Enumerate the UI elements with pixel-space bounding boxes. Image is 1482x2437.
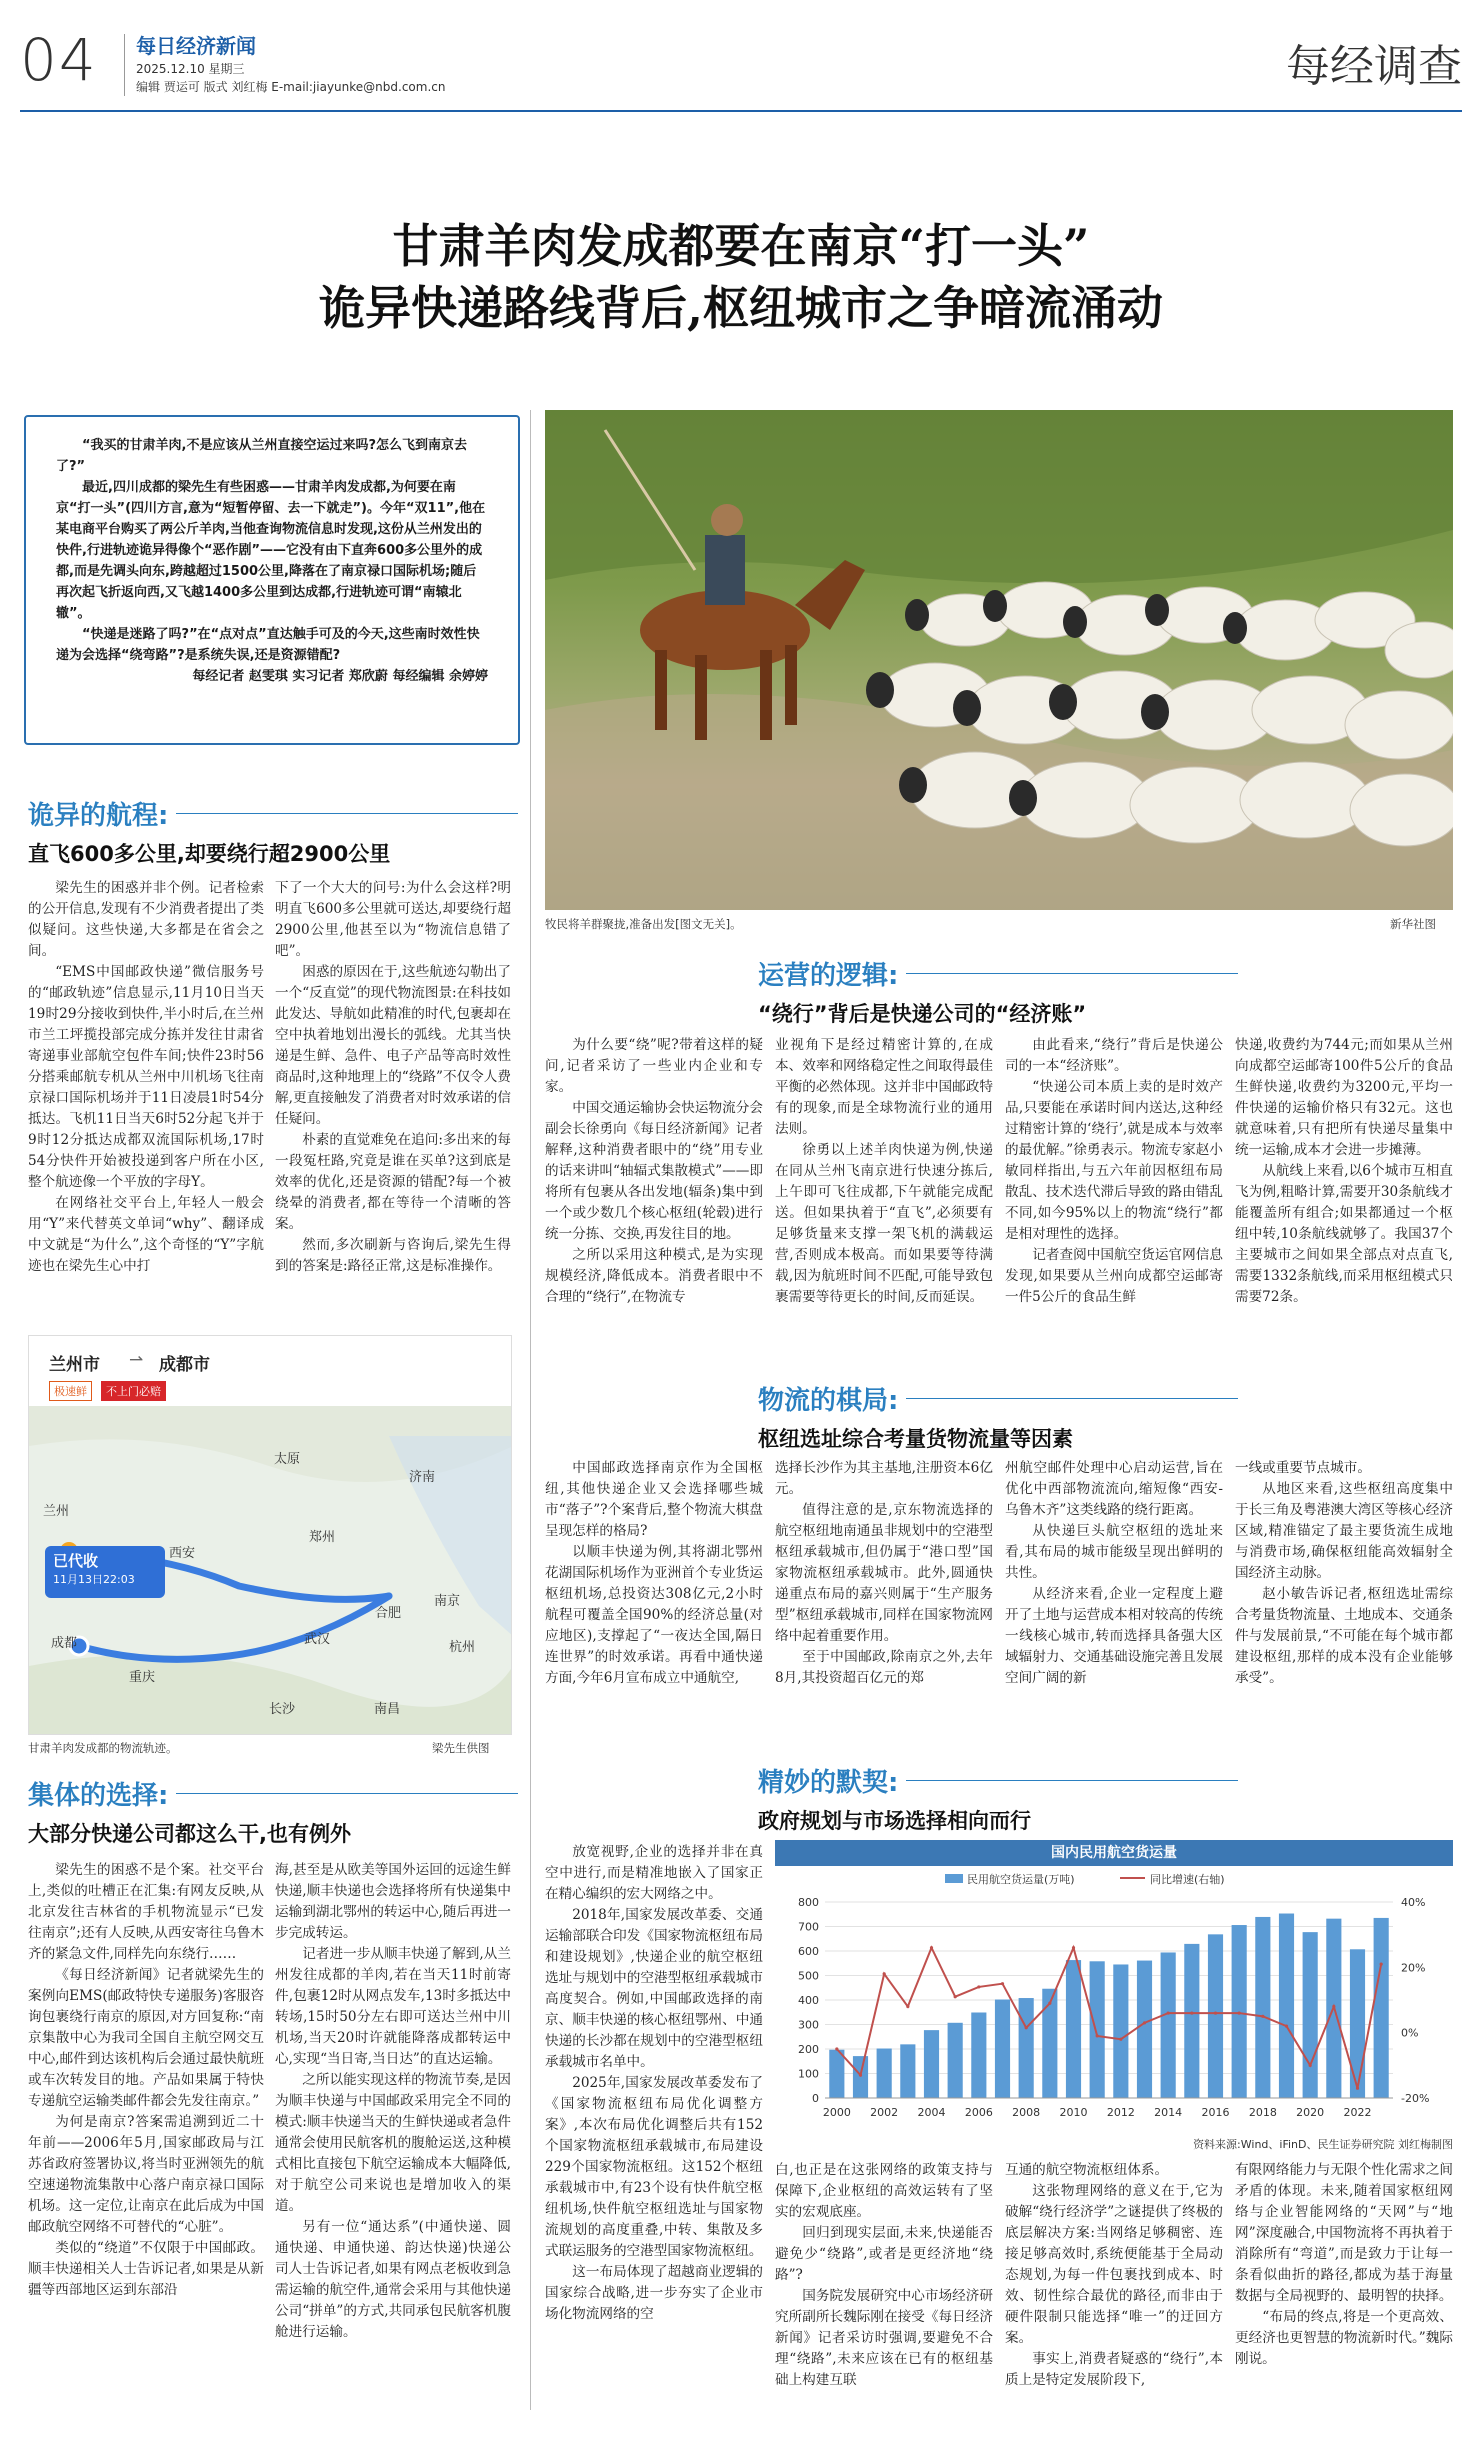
section-3-col-1 (545, 1458, 763, 1689)
bar (1161, 1952, 1176, 2098)
paragraph: 至于中国邮政,除南京之外,去年8月,其投资超百亿元的郑 (775, 1649, 993, 1686)
bar (1113, 1964, 1128, 2098)
paragraph: 之所以采用这种模式,是为实现规模经济,降低成本。消费者眼中不合理的“绕行”,在物流专 (545, 1247, 763, 1305)
bar (829, 2050, 844, 2098)
paragraph: 海,甚至是从欧美等国外运回的远途生鲜快递,顺丰快递也会选择将所有快递集中运输到湖北鄂州的转运中心,随后再进一步完成转运。 (275, 1862, 511, 1941)
section-2-col-1 (545, 1035, 763, 1308)
paragraph: 之所以能实现这样的物流节奏,是因为顺丰快递与中国邮政采用完全不同的模式:顺丰快递当天的生鲜快递或者急件通常会使用民航客机的腹舱运送,这种模式相比直接包下航空运输成本大幅降低,对于航空公司来说也是增加收入的渠道。 (275, 2072, 511, 2214)
growth-point (1048, 2002, 1051, 2005)
headline (20, 215, 1462, 339)
y2-tick-label: -20% (1401, 2092, 1430, 2105)
bar (1137, 1961, 1152, 2098)
city-wuhan: 武汉 (304, 1632, 331, 1647)
city-chengdu: 成都 (51, 1636, 78, 1651)
bar (1184, 1944, 1199, 2098)
editor-info: 编辑 贾运可 版式 刘红梅 E-mail:jiayunke@nbd.com.cn (136, 80, 446, 94)
city-hangzhou: 杭州 (449, 1640, 476, 1655)
paragraph: 2025年,国家发展改革委发布了《国家物流枢纽布局优化调整方案》,本次布局优化调整后共有152个国家物流枢纽承载城市,布局建设229个国家物流枢纽。这152个枢纽承载城市中,有23个设有快件航空枢纽机场,快件航空枢纽选址与国家物流规划的高度重叠,中转、集散及多式联运服务的空港型国家物流枢纽。 (545, 2075, 763, 2259)
section-4-header (28, 1775, 518, 1848)
section-4-title: 集体的选择: (28, 1781, 169, 1811)
growth-point (1261, 2015, 1264, 2018)
masthead-rule (20, 110, 1462, 112)
y2-tick-label: 20% (1401, 1961, 1426, 1975)
status-time: 11月13日22:03 (53, 1573, 135, 1586)
logistics-map (28, 1335, 512, 1735)
x-tick-label: 2018 (1248, 2106, 1277, 2119)
x-tick-label: 2008 (1012, 2106, 1041, 2119)
paragraph: 从快递巨头航空枢纽的选址来看,其布局的城市能级呈现出鲜明的共性。 (1005, 1523, 1223, 1581)
section-5-header (758, 1762, 1238, 1835)
paragraph: “EMS中国邮政快递”微信服务号的“邮政轨迹”信息显示,11月10日当天19时29分接收到快件,半小时后,在兰州市兰工坪揽投部完成分拣并发往甘肃省寄递事业部航空包件车间;快件23时56分搭乘邮航专机从兰州中川机场飞往南京禄口国际机场并于11日凌晨1时54分抵达。飞机11日当天6时52分起飞并于9时12分抵达成都双流国际机场,17时54分快件开始被投递到客户所在小区,整个航迹像一个平放的字母Y。 (28, 964, 264, 1190)
section-5-title: 精妙的默契: (758, 1768, 899, 1798)
section-2-col-2 (775, 1035, 993, 1308)
paragraph: 州航空邮件处理中心启动运营,旨在优化中西部物流流向,缩短像“西安-乌鲁木齐”这类线路的绕行距离。 (1005, 1460, 1223, 1518)
paragraph: 徐勇以上述羊肉快递为例,快递在同从兰州飞南京进行快速分拣后,上午即可飞往成都,下午就能完成配送。但如果执着于“直飞”,必须要有足够货量来支撑一架飞机的满载运营,否则成本极高。而如果要等待满载,因为航班时间不匹配,可能导致包裹需要等待更长的时间,反而延误。 (775, 1142, 993, 1305)
growth-point (859, 2074, 862, 2077)
paragraph: 从经济来看,企业一定程度上避开了土地与运营成本相对较高的传统一线核心城市,转而选择具备强大区域辐射力、交通基础设施完善且发展空间广阔的新 (1005, 1586, 1223, 1686)
x-tick-label: 2016 (1201, 2106, 1230, 2119)
map-caption: 甘肃羊肉发成都的物流轨迹。 (28, 1741, 178, 1755)
photo-credit: 新华社图 (1390, 917, 1436, 931)
paragraph: 互通的航空物流枢纽体系。 (1005, 2162, 1169, 2178)
growth-point (1072, 1946, 1075, 1949)
section-4-subtitle: 大部分快递公司都这么干,也有例外 (28, 1822, 351, 1846)
bar (971, 2012, 986, 2098)
bar (877, 2049, 892, 2098)
paragraph: 回归到现实层面,未来,快递能否避免少“绕路”,或者是更经济地“绕路”? (775, 2225, 993, 2283)
paragraph: 中国交通运输协会快运物流分会副会长徐勇向《每日经济新闻》记者解释,这种消费者眼中的“绕”用专业的话来讲叫“轴辐式集散模式”——即将所有包裹从各出发地(辐条)集中到一个或少数几个核心枢纽(轮毂)进行统一分拣、交换,再发往目的地。 (545, 1100, 763, 1242)
section-2-subtitle: “绕行”背后是快递公司的“经济账” (758, 1002, 1087, 1026)
paragraph: 有限网络能力与无限个性化需求之间矛盾的体现。未来,随着国家枢纽网络与企业智能网络的“天网”与“地网”深度融合,中国物流将不再执着于消除所有“弯道”,而是致力于让每一条看似曲折的路径,都成为基于海量数据与全局视野的、最明智的抉择。 (1235, 2162, 1453, 2304)
legend-label: 民用航空货运量(万吨) (967, 1873, 1075, 1886)
y2-tick-label: 40% (1401, 1896, 1426, 1909)
y-tick-label: 300 (798, 2018, 819, 2032)
paragraph: 然而,多次刷新与咨询后,梁先生得到的答案是:路径正常,这是标准操作。 (275, 1237, 511, 1274)
bar (995, 2000, 1010, 2098)
paragraph: 由此看来,“绕行”背后是快递公司的一本“经济账”。 (1005, 1037, 1223, 1074)
section-1-header (28, 795, 518, 868)
growth-point (1285, 2025, 1288, 2028)
status-label: 已代收 (53, 1552, 99, 1570)
growth-point (977, 1985, 980, 1988)
growth-point (1167, 2011, 1170, 2014)
masthead-divider (124, 34, 125, 96)
growth-point (1356, 2087, 1359, 2090)
y-tick-label: 400 (798, 1994, 819, 2007)
section-4-col-2 (275, 1860, 511, 2343)
paragraph: 中国邮政选择南京作为全国枢纽,其他快递企业又会选择哪些城市“落子”?个案背后,整个物流大棋盘呈现怎样的格局? (545, 1460, 763, 1539)
x-tick-label: 2012 (1106, 2106, 1135, 2119)
paragraph: 从地区来看,这些枢纽高度集中于长三角及粤港澳大湾区等核心经济区域,精准锚定了最主要货流生成地与消费市场,确保枢纽能高效辐射全国经济主动脉。 (1235, 1481, 1453, 1581)
herder-sheep-illustration (545, 410, 1453, 910)
paragraph: 以顺丰快递为例,其将湖北鄂州花湖国际机场作为亚洲首个专业货运枢纽机场,总投资达308亿元,2小时航程可覆盖全国90%的经济总量(对应地区),支撑起了“一夜达全国,隔日连世界”的时效承诺。再看中通快递方面,今年6月宣布成立中通航空, (545, 1544, 763, 1686)
legend-bar-swatch (945, 1874, 963, 1883)
paragraph: 梁先生的困惑并非个例。记者检索的公开信息,发现有不少消费者提出了类似疑问。这些快递,大多都是在省会之间。 (28, 880, 264, 959)
city-chongqing: 重庆 (129, 1670, 156, 1685)
lede-question: “快递是迷路了吗?”在“点对点”直达触手可及的今天,这些南时效性快递为会选择“绕弯路”?是系统失误,还是资源错配? (56, 627, 480, 663)
city-zhengzhou: 郑州 (309, 1530, 336, 1545)
section-2-col-4 (1235, 1035, 1453, 1308)
bar (1303, 1932, 1318, 2098)
growth-point (883, 1972, 886, 1975)
headline-line1: 甘肃羊肉发成都要在南京“打一头” (392, 219, 1090, 273)
bar (1066, 1960, 1081, 2098)
paragraph: 为何是南京?答案需追溯到近二十年前——2006年5月,国家邮政局与江苏省政府签署协议,将当时亚洲领先的航空速递物流集散中心落户南京禄口国际机场。这一定位,让南京在此后成为中国邮政航空网络不可替代的“心脏”。 (28, 2114, 264, 2235)
cargo-chart (775, 1840, 1453, 2150)
section-2-header (758, 955, 1238, 1028)
paragraph: 另有一位“通达系”(中通快递、圆通快递、申通快递、韵达快递)快递公司人士告诉记者,如果有网点老板收到急需运输的航空件,通常会采用与其他快递公司“拼单”的方式,共同承包民航客机腹舱进行运输。 (275, 2219, 511, 2340)
paragraph: 放宽视野,企业的选择并非在真空中进行,而是精准地嵌入了国家正在精心编织的宏大网络之中。 (545, 1844, 763, 1902)
growth-point (1143, 2021, 1146, 2024)
section-2-col-3 (1005, 1035, 1223, 1308)
lede-body: 最近,四川成都的梁先生有些困惑——甘肃羊肉发成都,为何要在南京“打一头”(四川方言,意为“短暂停留、去一下就走”)。今年“双11”,他在某电商平台购买了两公斤羊肉,当他查询物流信息时发现,这份从兰州发出的快件,行进轨迹诡异得像个“恶作剧”——它没有由下直奔600多公里外的成都,而是先调头向东,跨越超过1500公里,降落在了南京禄口国际机场;随后再次起飞折返向西,又飞越1400多公里到达成都,行进轨迹可谓“南辕北辙”。 (56, 480, 486, 621)
paragraph: 困惑的原因在于,这些航迹勾勒出了一个“反直觉”的现代物流图景:在科技如此发达、导航如此精准的时代,包裹却在空中执着地划出漫长的弧线。尤其当快递是生鲜、急件、电子产品等高时效性商品时,这种地理上的“绕路”不仅令人费解,更直接触发了消费者对时效承诺的信任疑问。 (275, 964, 511, 1127)
bar (1042, 1989, 1057, 2098)
section-5-col-2 (775, 2160, 993, 2391)
growth-point (1380, 1962, 1383, 1965)
city-nanjing: 南京 (434, 1594, 461, 1609)
section-3-col-4 (1235, 1458, 1453, 1689)
section-1-col-2 (275, 878, 511, 1277)
paragraph: 类似的“绕道”不仅限于中国邮政。顺丰快递相关人士告诉记者,如果是从新疆等西部地区运到东部沿 (28, 2240, 264, 2298)
bar (924, 2030, 939, 2098)
section-4-col-1 (28, 1860, 264, 2301)
paragraph: 业视角下是经过精密计算的,在成本、效率和网络稳定性之间取得最佳平衡的必然体现。这并非中国邮政特有的现象,而是全球物流行业的通用法则。 (775, 1037, 993, 1137)
status-bubble (45, 1546, 165, 1598)
paragraph: 朴素的直觉难免在追问:多出来的每一段冤枉路,究竟是谁在买单?这到底是效率的优化,还是资源的错配?每一个被绕晕的消费者,都在等待一个清晰的答案。 (275, 1132, 511, 1232)
paragraph: 为什么要“绕”呢?带着这样的疑问,记者采访了一些业内企业和专家。 (545, 1037, 763, 1095)
paragraph: 值得注意的是,京东物流选择的航空枢纽地南通虽非规划中的空港型枢纽承载城市,但仍属于“港口型”国家物流枢纽承载城市。此外,圆通快递重点布局的嘉兴则属于“生产服务型”枢纽承载城市,同样在国家物流网络中起着重要作用。 (775, 1502, 993, 1644)
x-tick-label: 2022 (1343, 2106, 1372, 2119)
growth-point (1332, 2005, 1335, 2008)
bar (1374, 1918, 1389, 2098)
section-5-col-3 (1005, 2160, 1223, 2391)
x-tick-label: 2014 (1154, 2106, 1183, 2119)
x-tick-label: 2010 (1059, 2106, 1088, 2119)
column-name: 每经调查 (1286, 41, 1462, 92)
bar (1350, 1949, 1365, 2098)
paragraph: 这张物理网络的意义在于,它为破解“绕行经济学”之谜提供了终极的底层解决方案:当网络足够稠密、连接足够高效时,系统便能基于全局动态规划,为每一件包裹找到成本、时效、韧性综合最优的路径,而非由于硬件限制只能选择“唯一”的迂回方案。 (1005, 2183, 1223, 2346)
bar (1255, 1917, 1270, 2098)
paragraph: 在网络社交平台上,年轻人一般会用“Y”来代替英文单词“why”、翻译成中文就是“为什么”,这个奇怪的“Y”字航迹也在梁先生心中打 (28, 1195, 264, 1274)
x-tick-label: 2006 (964, 2106, 993, 2119)
lede-quote: “我买的甘肃羊肉,不是应该从兰州直接空运过来吗?怎么飞到南京去了?” (56, 438, 468, 474)
y-tick-label: 700 (798, 1920, 819, 1934)
y-tick-label: 800 (798, 1896, 819, 1909)
growth-point (930, 1946, 933, 1949)
city-lanzhou: 兰州 (43, 1504, 70, 1519)
paragraph: 国务院发展研究中心市场经济研究所副所长魏际刚在接受《每日经济新闻》记者采访时强调,要避免不合理“绕路”,未来应该在已有的枢纽基础上构建互联 (775, 2288, 993, 2388)
growth-point (1025, 2026, 1028, 2029)
photo-caption: 牧民将羊群聚拢,准备出发[图文无关]。 (545, 917, 742, 931)
x-tick-label: 2020 (1296, 2106, 1325, 2119)
city-taiyuan: 太原 (274, 1452, 301, 1467)
paragraph: 选择长沙作为其主基地,注册资本6亿元。 (775, 1460, 993, 1497)
column-divider (530, 410, 531, 2410)
y-tick-label: 0 (812, 2092, 819, 2105)
guarantee-tag: 不上门必赔 (101, 1381, 166, 1401)
paragraph: 赵小敏告诉记者,枢纽选址需综合考量货物流量、土地成本、交通条件与发展前景,“不可能在每个城市都建设枢纽,那样的成本没有企业能够承受”。 (1235, 1586, 1453, 1686)
herder-icon (705, 535, 745, 605)
city-jinan: 济南 (409, 1470, 436, 1485)
headline-line2: 诡异快递路线背后,枢纽城市之争暗流涌动 (318, 281, 1163, 335)
paragraph: 记者查阅中国航空货运官网信息发现,如果要从兰州向成都空运邮寄一件5公斤的食品生鲜 (1005, 1247, 1223, 1305)
route-from: 兰州市 (49, 1355, 100, 1375)
news-photo (545, 410, 1453, 910)
section-1-col-1 (28, 878, 264, 1277)
section-5-subtitle: 政府规划与市场选择相向而行 (758, 1809, 1031, 1833)
legend-label: 同比增速(右轴) (1150, 1873, 1225, 1886)
paragraph: 2018年,国家发展改革委、交通运输部联合印发《国家物流枢纽布局和建设规划》,快递企业的航空枢纽选址与规划中的空港型枢纽承载城市高度契合。例如,中国邮政选择的南京、顺丰快递的核心枢纽鄂州、中通快递的长沙都在规划中的空港型枢纽承载城市名单中。 (545, 1907, 763, 2070)
lede-box (24, 415, 520, 745)
bar (1019, 1998, 1034, 2098)
paragraph: 梁先生的困惑不是个案。社交平台上,类似的吐槽正在汇集:有网友反映,从北京发往吉林省的手机物流显示“已发往南京”;还有人反映,从西安寄往乌鲁木齐的紧急文件,同样先向东绕行…… (28, 1862, 264, 1962)
paragraph: 白,也正是在这张网络的政策支持与保障下,企业枢纽的高效运转有了坚实的宏观底座。 (775, 2162, 993, 2220)
section-3-col-2 (775, 1458, 993, 1689)
growth-point (835, 2047, 838, 2050)
bar (1279, 1914, 1294, 2098)
x-tick-label: 2004 (917, 2106, 946, 2119)
bar (1090, 1961, 1105, 2098)
y-tick-label: 500 (798, 1969, 819, 1983)
section-3-col-3 (1005, 1458, 1223, 1689)
city-changsha: 长沙 (269, 1702, 296, 1717)
y-tick-label: 200 (798, 2043, 819, 2056)
x-tick-label: 2000 (822, 2106, 851, 2119)
paragraph: 《每日经济新闻》记者就梁先生的案例向EMS(邮政特快专递服务)客服咨询包裹绕行南京的原因,对方回复称:“南京集散中心为我司全国自主航空网交互中心,邮件到达该机构后会通过最快航班或车次转发目的地。产品如果属于特快专递航空运输类邮件都会先发往南京。” (28, 1967, 264, 2109)
chart-plot (775, 1866, 1453, 2130)
section-5-col-1 (545, 1842, 763, 2325)
paragraph: 从航线上来看,以6个城市互相直飞为例,粗略计算,需要开30条航线才能覆盖所有组合;如果都通过一个枢纽中转,10条航线就够了。我国37个主要城市之间如果全部点对点直飞,需要1332条航线,而采用枢纽模式只需要72条。 (1235, 1163, 1453, 1305)
growth-point (1001, 1982, 1004, 1985)
paragraph: 下了一个大大的问号:为什么会这样?明明直飞600多公里就可送达,却要绕行超2900公里,他甚至以为“物流信息错了吧”。 (275, 880, 511, 959)
city-hefei: 合肥 (375, 1606, 402, 1621)
growth-point (1309, 2064, 1312, 2067)
y2-tick-label: 0% (1401, 2026, 1419, 2040)
masthead (20, 20, 1462, 120)
map-credit: 梁先生供图 (432, 1741, 490, 1755)
growth-point (906, 2005, 909, 2008)
bar (853, 2056, 868, 2098)
section-5-col-4 (1235, 2160, 1453, 2370)
growth-point (1238, 2011, 1241, 2014)
bar (1208, 1934, 1223, 2098)
paragraph: “布局的终点,将是一个更高效、更经济也更智慧的物流新时代。”魏际刚说。 (1235, 2309, 1453, 2367)
lede-byline: 每经记者 赵雯琪 实习记者 郑欣蔚 每经编辑 余婷婷 (192, 669, 488, 684)
y-tick-label: 100 (798, 2067, 819, 2081)
growth-point (1119, 2038, 1122, 2041)
issue-date: 2025.12.10 星期三 (136, 62, 245, 76)
page-number: 04 (20, 26, 98, 94)
bar (900, 2044, 915, 2098)
paragraph: 一线或重要节点城市。 (1235, 1460, 1371, 1476)
paragraph: 记者进一步从顺丰快递了解到,从兰州发往成都的羊肉,若在当天11时前寄件,包裹12时从网点发车,13时多抵达中转场,15时50分左右即可送达兰州中川机场,当天20时许就能降落成都转运中心,实现“当日寄,当日达”的直达运输。 (275, 1946, 511, 2067)
y-tick-label: 600 (798, 1945, 819, 1958)
bar (948, 2023, 963, 2098)
paragraph: 事实上,消费者疑惑的“绕行”,本质上是特定发展阶段下, (1005, 2351, 1223, 2388)
growth-line (837, 1948, 1381, 2088)
chart-source: 资料来源:Wind、iFinD、民生证券研究院 刘红梅制图 (1193, 2138, 1453, 2151)
city-nanchang: 南昌 (374, 1702, 401, 1717)
paragraph: 快递,收费约为744元;而如果从兰州向成都空运邮寄100件5公斤的食品生鲜快递,收费约为3200元,平均一件快递的运输价格只有32元。这也就意味着,只有把所有快递尽量集中统一运输,成本才会进一步摊薄。 (1235, 1037, 1453, 1158)
section-2-title: 运营的逻辑: (758, 961, 899, 991)
paragraph: “快递公司本质上卖的是时效产品,只要能在承诺时间内送达,这种经过精密计算的‘绕行’,就是成本与效率的最优解。”徐勇表示。物流专家赵小敏同样指出,与五六年前因枢纽布局散乱、技术迭代滞后导致的路由错乱不同,如今95%以上的物流“绕行”都是相对理性的选择。 (1005, 1079, 1223, 1242)
city-xian: 西安 (169, 1546, 196, 1561)
section-3-subtitle: 枢纽选址综合考量货物流量等因素 (758, 1427, 1073, 1451)
route-to: 成都市 (159, 1355, 210, 1375)
section-3-header (758, 1380, 1238, 1453)
growth-point (1190, 2011, 1193, 2014)
route-arrow-icon: ⇀ (129, 1350, 144, 1370)
section-3-title: 物流的棋局: (758, 1386, 899, 1416)
growth-point (1214, 2011, 1217, 2014)
paper-name: 每日经济新闻 (136, 34, 256, 58)
paragraph: 这一布局体现了超越商业逻辑的国家综合战略,进一步夯实了企业市场化物流网络的空 (545, 2264, 763, 2322)
section-1-subtitle: 直飞600多公里,却要绕行超2900公里 (28, 842, 391, 866)
chart-title: 国内民用航空货运量 (775, 1840, 1453, 1866)
growth-point (1096, 2034, 1099, 2037)
express-tag: 极速鲜 (49, 1381, 92, 1401)
route-line-west (79, 1596, 389, 1659)
section-1-title: 诡异的航程: (28, 801, 169, 831)
growth-point (954, 1995, 957, 1998)
x-tick-label: 2002 (870, 2106, 899, 2119)
